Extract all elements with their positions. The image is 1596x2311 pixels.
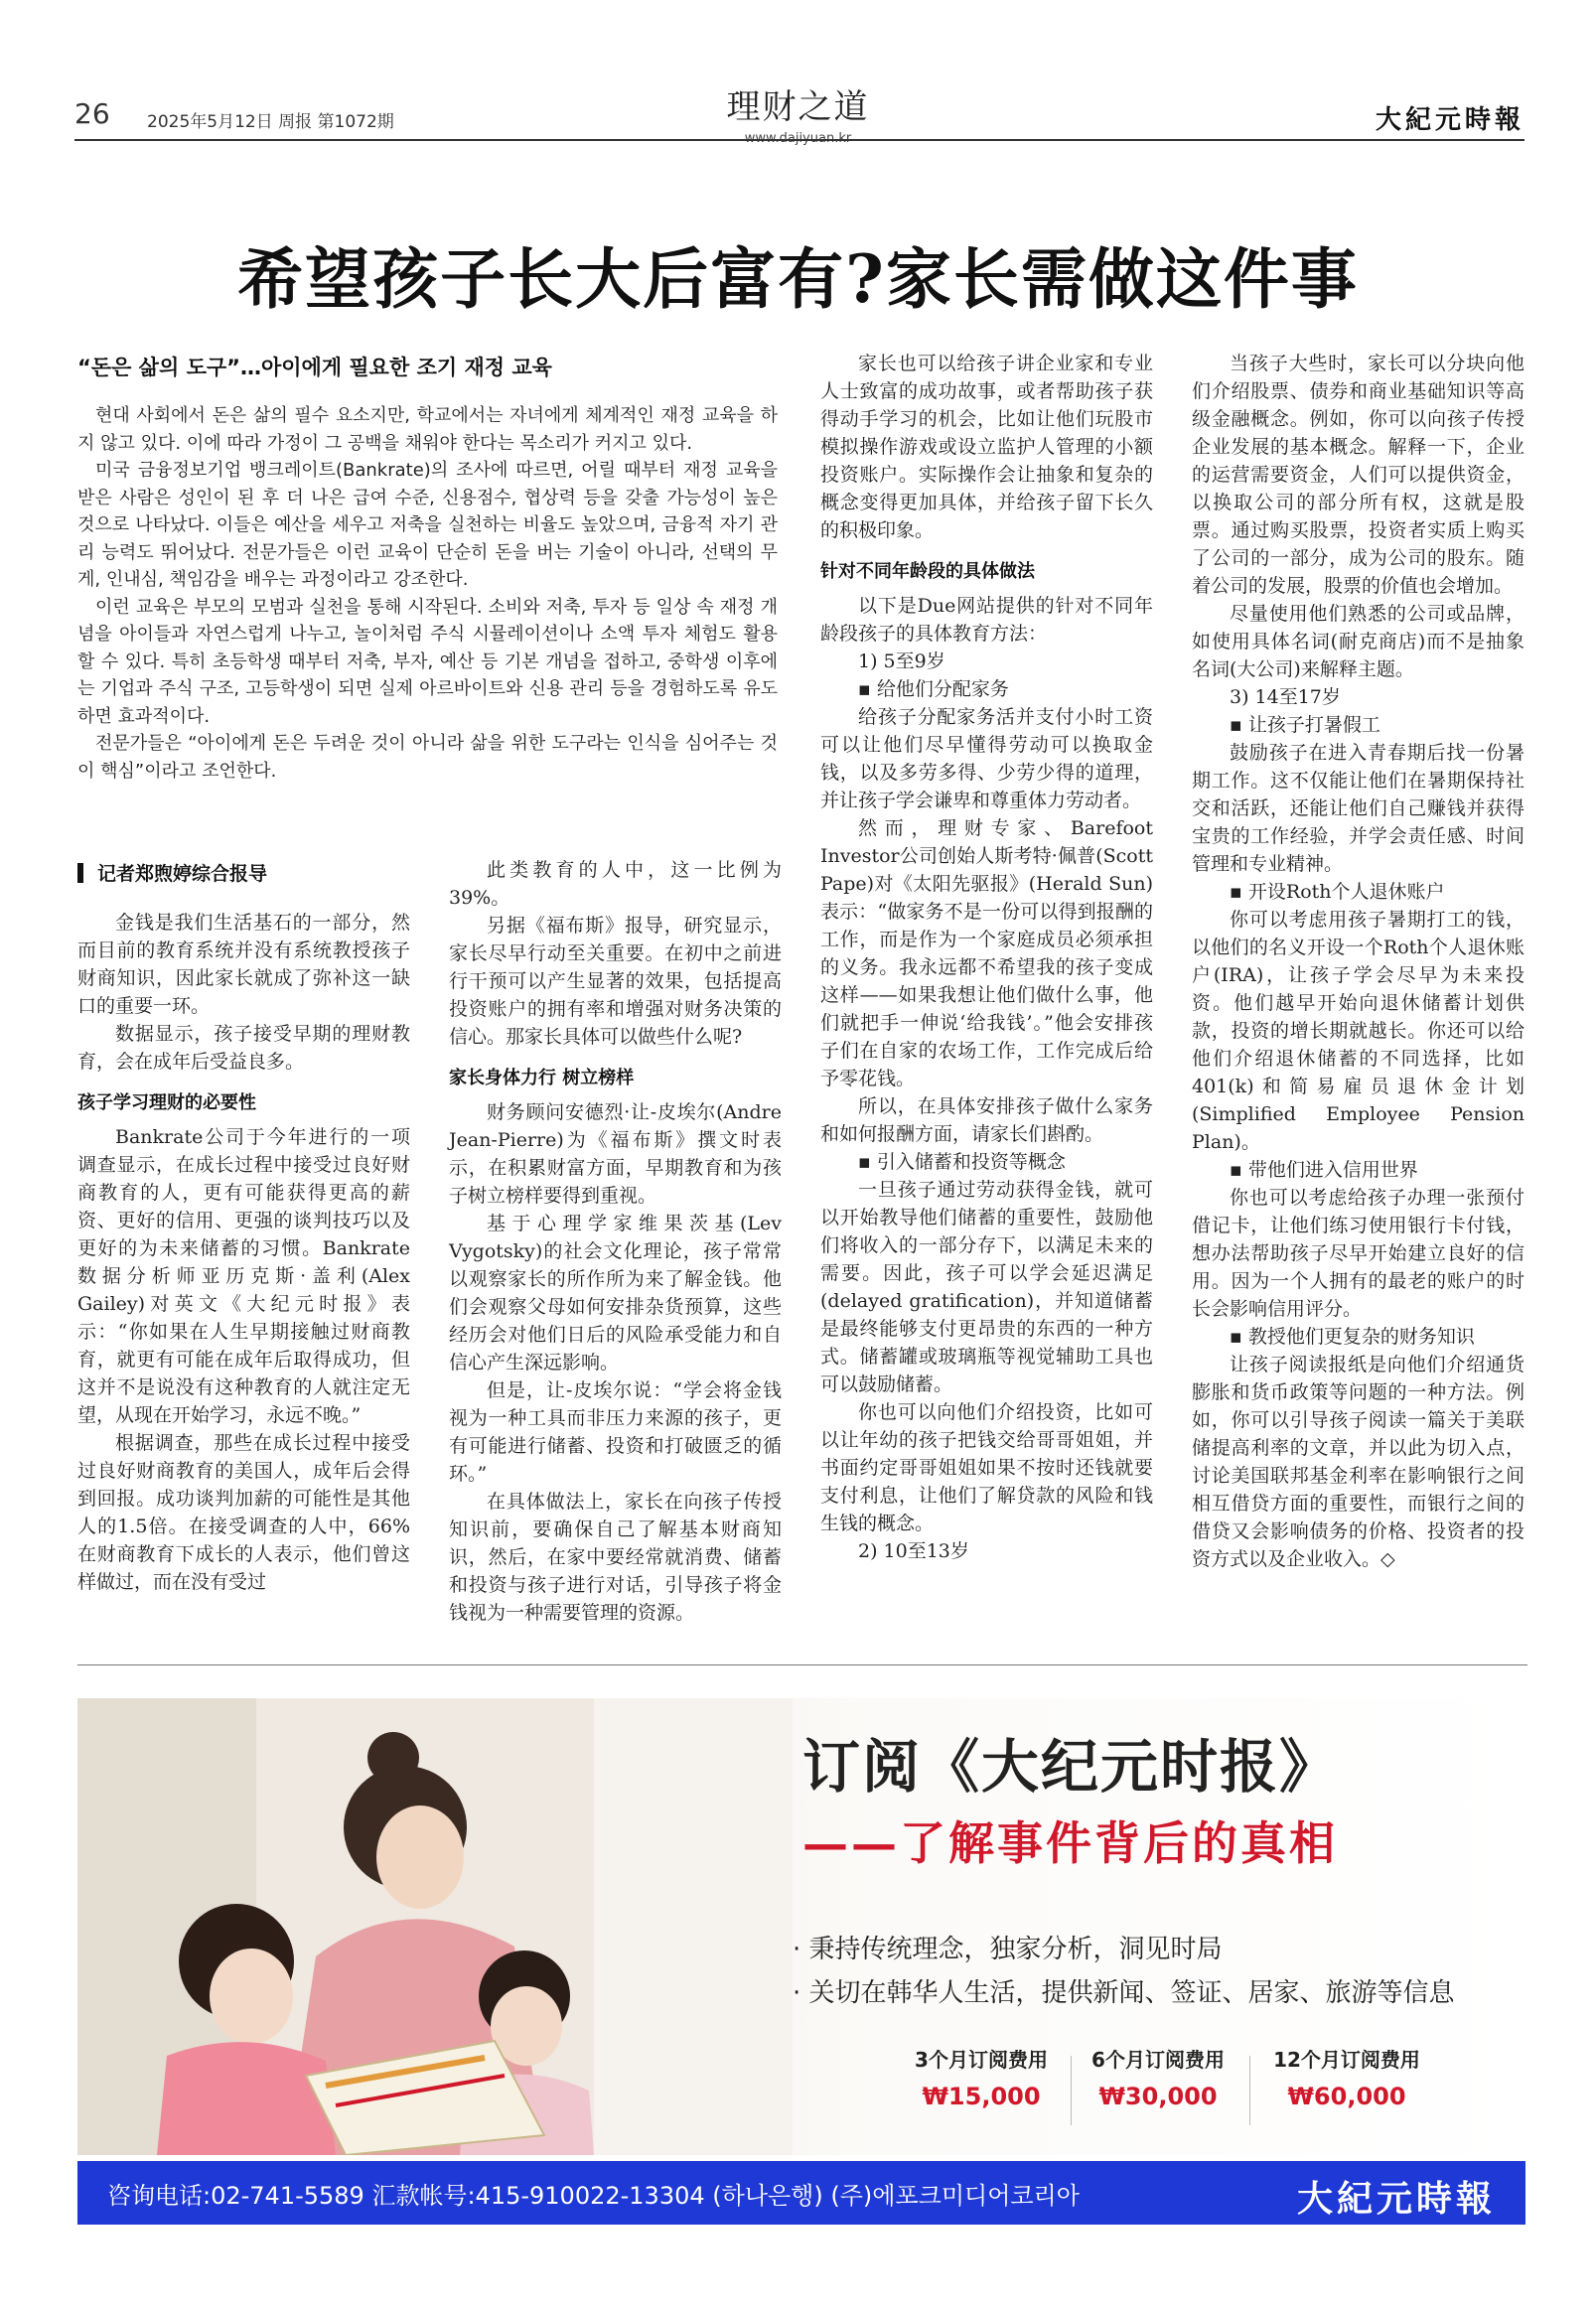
article-paragraph: 在具体做法上，家长在向孩子传授知识前，要确保自己了解基本财商知识，然后，在家中要经常就消费、储蓄和投资与孩子进行对话，引导孩子将金钱视为一种需要管理的资源。 <box>449 1491 782 1624</box>
article-paragraph: ▪ 给他们分配家务 <box>858 678 1009 700</box>
korean-paragraph: 전문가들은 “아이에게 돈은 두려운 것이 아니라 삶을 위한 도구라는 인식을 심어주는 것이 핵심”이라고 조언한다. <box>77 733 778 782</box>
byline <box>77 859 267 886</box>
article-paragraph: 基于心理学家维果茨基(Lev Vygotsky)的社会文化理论，孩子常常以观察家长的所作所为来了解金钱。他们会观察父母如何安排杂货预算，这些经历会对他们日后的风险承受能力和自信心产生深远影响。 <box>449 1213 782 1373</box>
article-paragraph: 2) 10至13岁 <box>858 1540 969 1562</box>
article-paragraph: 尽量使用他们熟悉的公司或品牌，如使用具体名词(耐克商店)而不是抽象名词(大公司)来解释主题。 <box>1192 603 1524 680</box>
price-12-months <box>1257 2044 1436 2110</box>
article-paragraph: ▪ 让孩子打暑假工 <box>1230 714 1380 736</box>
article-paragraph: 所以，在具体安排孩子做什么家务和如何报酬方面，请家长们斟酌。 <box>820 1095 1153 1145</box>
contact-bar <box>77 2161 1525 2225</box>
article-paragraph: 然而，理财专家、Barefoot Investor公司创始人斯考特·佩普(Scott Pape)对《太阳先驱报》(Herald Sun)表示：“做家务不是一份可以得到报酬的工作，而是作为一个家庭成员必须承担的义务。我永远都不希望我的孩子变成这样——如果我想让他们做什么事，他们就把手一伸说‘给我钱’。”他会安排孩子们在自家的农场工作，工作完成后给予零花钱。 <box>820 817 1153 1089</box>
article-paragraph: 3) 14至17岁 <box>1230 686 1341 708</box>
section-title: 理财之道 <box>726 87 870 127</box>
article-paragraph: 你也可以向他们介绍投资，比如可以让年幼的孩子把钱交给哥哥姐姐，并书面约定哥哥姐姐如果不按时还钱就要支付利息，让他们了解贷款的风险和钱生钱的概念。 <box>820 1401 1153 1534</box>
korean-paragraph: 이런 교육은 부모의 모범과 실천을 통해 시작된다. 소비와 저축, 투자 등 일상 속 재정 개념을 아이들과 자연스럽게 나누고, 놀이처럼 주식 시뮬레이션이나 소액 투자 체험도 활용할 수 있다. 특히 초등학생 때부터 저축, 부자, 예산 등 기본 개념을 접하고, 중학생 이후에는 기업과 주식 구조, 고등학생이 되면 실제 아르바이트와 신용 관리 등을 경험하도록 유도하면 효과적이다. <box>77 596 778 727</box>
price-label: 12个月订阅费用 <box>1273 2048 1420 2072</box>
article-paragraph: 但是，让-皮埃尔说：“学会将金钱视为一种工具而非压力来源的孩子，更有可能进行储蓄、投资和打破匮乏的循环。” <box>449 1379 782 1485</box>
section-subheading: 家长身体力行 树立榜样 <box>449 1068 635 1088</box>
mother-children-reading-photo <box>77 1698 793 2155</box>
ad-divider <box>77 1664 1527 1665</box>
ad-title: 订阅《大纪元时报》 <box>802 1733 1340 1801</box>
korean-summary-title: “돈은 삶의 도구”…아이에게 필요한 조기 재정 교육 <box>77 356 552 379</box>
footer-logo: 大紀元時報 <box>1296 2178 1496 2220</box>
header-rule <box>74 139 1524 141</box>
korean-summary <box>77 402 778 785</box>
ad-bullet: · 关切在韩华人生活，提供新闻、签证、居家、旅游等信息 <box>793 1978 1455 2008</box>
article-paragraph: 你也可以考虑给孩子办理一张预付借记卡，让他们练习使用银行卡付钱，想办法帮助孩子尽早开始建立良好的信用。因为一个人拥有的最老的账户的时长会影响信用评分。 <box>1192 1187 1524 1320</box>
issue-date: 2025年5月12日 周报 第1072期 <box>147 112 394 132</box>
article-paragraph: ▪ 引入储蓄和投资等概念 <box>858 1151 1066 1173</box>
article-paragraph: 鼓励孩子在进入青春期后找一份暑期工作。这不仅能让他们在暑期保持社交和活跃，还能让他们自己赚钱并获得宝贵的工作经验，并学会责任感、时间管理和专业精神。 <box>1192 742 1524 875</box>
article-paragraph: 财务顾问安德烈·让-皮埃尔(Andre Jean-Pierre)为《福布斯》撰文时表示，在积累财富方面，早期教育和为孩子树立榜样要得到重视。 <box>449 1101 782 1207</box>
price-value: ₩30,000 <box>1098 2083 1218 2110</box>
ad-subtitle: ——了解事件背后的真相 <box>802 1816 1338 1870</box>
article-headline: 希望孩子长大后富有?家长需做这件事 <box>237 240 1359 318</box>
price-value: ₩15,000 <box>922 2083 1041 2110</box>
korean-paragraph: 미국 금융정보기업 뱅크레이트(Bankrate)의 조사에 따르면, 어릴 때부터 재정 교육을 받은 사람은 성인이 된 후 더 나은 급여 수준, 신용점수, 협상력 등을 갖출 가능성이 높은 것으로 나타났다. 이들은 예산을 세우고 저축을 실천하는 비율도 높았으며, 금융적 자기 관리 능력도 뛰어났다. 전문가들은 이런 교육이 단순히 돈을 버는 기술이 아니라, 선택의 무게, 인내심, 책임감을 배우는 과정이라고 강조한다. <box>77 460 778 590</box>
contact-info[interactable]: 咨询电话:02-741-5589 汇款帐号:415-910022-13304 (하나은행) (주)에포크미디어코리아 <box>107 2182 1080 2210</box>
article-paragraph: 让孩子阅读报纸是向他们介绍通货膨胀和货币政策等问题的一种方法。例如，你可以引导孩子阅读一篇关于美联储提高利率的文章，并以此为切入点，讨论美国联邦基金利率在影响银行之间相互借贷方面的重要性，而银行之间的借贷又会影响债务的价格、投资者的投资方式以及企业收入。◇ <box>1192 1354 1524 1570</box>
article-paragraph: ▪ 开设Roth个人退休账户 <box>1230 881 1445 903</box>
price-separator <box>1249 2056 1250 2125</box>
price-separator <box>1071 2056 1072 2125</box>
article-column-2 <box>449 856 782 1627</box>
article-paragraph: 另据《福布斯》报导，研究显示，家长尽早行动至关重要。在初中之前进行干预可以产生显著的效果，包括提高投资账户的拥有率和增强对财务决策的信心。那家长具体可以做些什么呢? <box>449 915 782 1048</box>
article-paragraph: ▪ 教授他们更复杂的财务知识 <box>1230 1326 1475 1348</box>
price-label: 3个月订阅费用 <box>915 2048 1048 2072</box>
ad-bullet: · 秉持传统理念，独家分析，洞见时局 <box>793 1935 1223 1964</box>
newspaper-logo: 大紀元時報 <box>1375 105 1524 135</box>
price-value: ₩60,000 <box>1287 2083 1406 2110</box>
article-paragraph: 根据调查，那些在成长过程中接受过良好财商教育的美国人，成年后会得到回报。成功谈判加薪的可能性是其他人的1.5倍。在接受调查的人中，66%在财商教育下成长的人表示，他们曾这样做过，而在没有受过 <box>77 1432 410 1593</box>
article-paragraph: 给孩子分配家务活并支付小时工资可以让他们尽早懂得劳动可以换取金钱，以及多劳多得、少劳少得的道理，并让孩子学会谦卑和尊重体力劳动者。 <box>820 706 1153 811</box>
article-paragraph: 你可以考虑用孩子暑期打工的钱，以他们的名义开设一个Roth个人退休账户(IRA)，让孩子学会尽早为未来投资。他们越早开始向退休储蓄计划供款，投资的增长期就越长。你还可以给他们介绍退休储蓄的不同选择，比如401(k)和简易雇员退休金计划(Simplified Employee Pension Plan)。 <box>1192 909 1524 1153</box>
price-6-months <box>1079 2044 1237 2110</box>
page-number: 26 <box>74 97 110 130</box>
article-paragraph: 数据显示，孩子接受早期的理财教育，会在成年后受益良多。 <box>77 1023 410 1073</box>
article-column-1 <box>77 909 410 1596</box>
section-subheading: 针对不同年龄段的具体做法 <box>820 561 1035 582</box>
article-paragraph: 一旦孩子通过劳动获得金钱，就可以开始教导他们储蓄的重要性，鼓励他们将收入的一部分存下，以满足未来的需要。因此，孩子可以学会延迟满足(delayed gratification)，并知道储蓄是最终能够支付更昂贵的东西的一种方式。储蓄罐或玻璃瓶等视觉辅助工具也可以鼓励储蓄。 <box>820 1179 1153 1395</box>
article-paragraph: Bankrate公司于今年进行的一项调查显示，在成长过程中接受过良好财商教育的人，更有可能获得更高的薪资、更好的信用、更强的谈判技巧以及更好的为未来储蓄的习惯。Bankrate数据分析师亚历克斯·盖利(Alex Gailey)对英文《大纪元时报》表示：“你如果在人生早期接触过财商教育，就更有可能在成年后取得成功，但这并不是说没有这种教育的人就注定无望，从现在开始学习，永远不晚。” <box>77 1126 410 1426</box>
section-subheading: 孩子学习理财的必要性 <box>77 1092 256 1113</box>
korean-paragraph: 현대 사회에서 돈은 삶의 필수 요소지만, 학교에서는 자녀에게 체계적인 재정 교육을 하지 않고 있다. 이에 따라 가정이 그 공백을 채워야 한다는 목소리가 커지고 있다. <box>77 405 778 454</box>
article-column-4 <box>1192 350 1524 1573</box>
byline-text: 记者郑煦婷综合报导 <box>97 863 268 885</box>
article-paragraph: 1) 5至9岁 <box>858 650 945 672</box>
subscription-ad[interactable] <box>77 1698 1525 2155</box>
article-paragraph: 当孩子大些时，家长可以分块向他们介绍股票、债券和商业基础知识等高级金融概念。例如，你可以向孩子传授企业发展的基本概念。解释一下，企业的运营需要资金，人们可以提供资金，以换取公司的部分所有权，这就是股票。通过购买股票，投资者实质上购买了公司的一部分，成为公司的股东。随着公司的发展，股票的价值也会增加。 <box>1192 353 1524 597</box>
article-paragraph: 此类教育的人中，这一比例为39%。 <box>449 859 782 909</box>
byline-marker <box>77 863 83 883</box>
article-paragraph: 家长也可以给孩子讲企业家和专业人士致富的成功故事，或者帮助孩子获得动手学习的机会，比如让他们玩股市模拟操作游戏或设立监护人管理的小额投资账户。实际操作会让抽象和复杂的概念变得更加具体，并给孩子留下长久的积极印象。 <box>820 353 1153 541</box>
article-paragraph: 以下是Due网站提供的针对不同年龄段孩子的具体教育方法： <box>820 595 1153 645</box>
article-column-3 <box>820 350 1153 1565</box>
article-paragraph: 金钱是我们生活基石的一部分，然而目前的教育系统并没有系统教授孩子财商知识，因此家长就成了弥补这一缺口的重要一环。 <box>77 912 410 1017</box>
price-label: 6个月订阅费用 <box>1091 2048 1225 2072</box>
price-3-months <box>902 2044 1061 2110</box>
article-paragraph: ▪ 带他们进入信用世界 <box>1230 1159 1418 1181</box>
